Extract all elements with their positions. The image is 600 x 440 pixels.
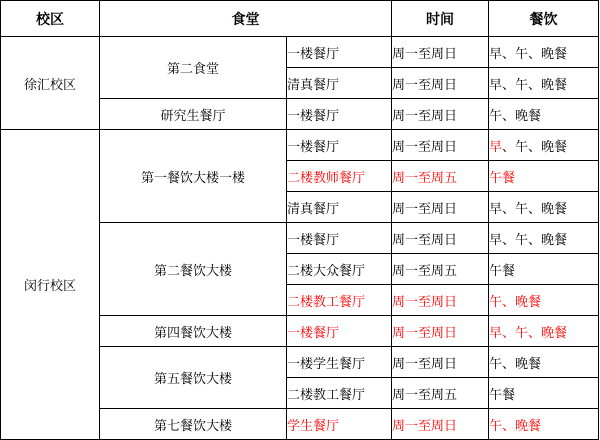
hours-cell: 周一至周日 (392, 68, 489, 99)
room-cell: 一楼餐厅 (287, 37, 392, 68)
table-row (1, 37, 599, 68)
meals-cell: 早、午、晚餐 (489, 68, 599, 99)
meals-cell (489, 130, 599, 161)
meals-cell: 午、晚餐 (489, 285, 599, 316)
header-hours: 时间 (392, 1, 489, 37)
header-row (1, 1, 599, 37)
hours-cell: 周一至周五 (392, 161, 489, 192)
building-cell: 第七餐饮大楼 (100, 409, 287, 440)
building-cell: 第五餐饮大楼 (100, 347, 287, 409)
meals-cell: 午餐 (489, 254, 599, 285)
meals-cell: 早、午、晚餐 (489, 223, 599, 254)
room-cell: 二楼教工餐厅 (287, 378, 392, 409)
room-cell: 一楼餐厅 (287, 130, 392, 161)
building-cell: 研究生餐厅 (100, 99, 287, 130)
meals-cell: 午、晚餐 (489, 347, 599, 378)
room-cell: 清真餐厅 (287, 68, 392, 99)
campus-cell-xuhui: 徐汇校区 (1, 37, 100, 130)
hours-cell: 周一至周日 (392, 285, 489, 316)
hours-cell: 周一至周五 (392, 378, 489, 409)
building-cell: 第二食堂 (100, 37, 287, 99)
building-cell: 第四餐饮大楼 (100, 316, 287, 347)
meals-rest: 、午、晚餐 (502, 139, 568, 155)
room-cell: 一楼餐厅 (287, 223, 392, 254)
room-cell: 二楼大众餐厅 (287, 254, 392, 285)
meals-cell: 早、午、晚餐 (489, 37, 599, 68)
hours-cell: 周一至周日 (392, 223, 489, 254)
header-canteen: 食堂 (100, 1, 392, 37)
meals-cell: 早、午、晚餐 (489, 192, 599, 223)
meals-cell: 午、晚餐 (489, 99, 599, 130)
hours-cell: 周一至周日 (392, 316, 489, 347)
hours-cell: 周一至周日 (392, 99, 489, 130)
room-cell: 清真餐厅 (287, 192, 392, 223)
header-campus: 校区 (1, 1, 100, 37)
room-cell: 一楼餐厅 (287, 316, 392, 347)
building-cell: 第二餐饮大楼 (100, 223, 287, 316)
campus-cell-minhang: 闵行校区 (1, 130, 100, 440)
room-cell: 一楼学生餐厅 (287, 347, 392, 378)
hours-cell: 周一至周五 (392, 254, 489, 285)
meals-cell: 午餐 (489, 161, 599, 192)
hours-cell: 周一至周日 (392, 192, 489, 223)
header-meals: 餐饮 (489, 1, 599, 37)
meals-cell: 早、午、晚餐 (489, 316, 599, 347)
building-cell: 第一餐饮大楼一楼 (100, 130, 287, 223)
hours-cell: 周一至周日 (392, 347, 489, 378)
hours-cell: 周一至周日 (392, 37, 489, 68)
room-cell: 一楼餐厅 (287, 99, 392, 130)
hours-cell: 周一至周日 (392, 130, 489, 161)
meals-cell: 午餐 (489, 378, 599, 409)
hours-cell: 周一至周日 (392, 409, 489, 440)
room-cell: 二楼教工餐厅 (287, 285, 392, 316)
meals-highlight: 早 (489, 139, 503, 155)
meals-cell: 午、晚餐 (489, 409, 599, 440)
table-row (1, 130, 599, 161)
room-cell: 学生餐厅 (287, 409, 392, 440)
room-cell: 二楼教师餐厅 (287, 161, 392, 192)
